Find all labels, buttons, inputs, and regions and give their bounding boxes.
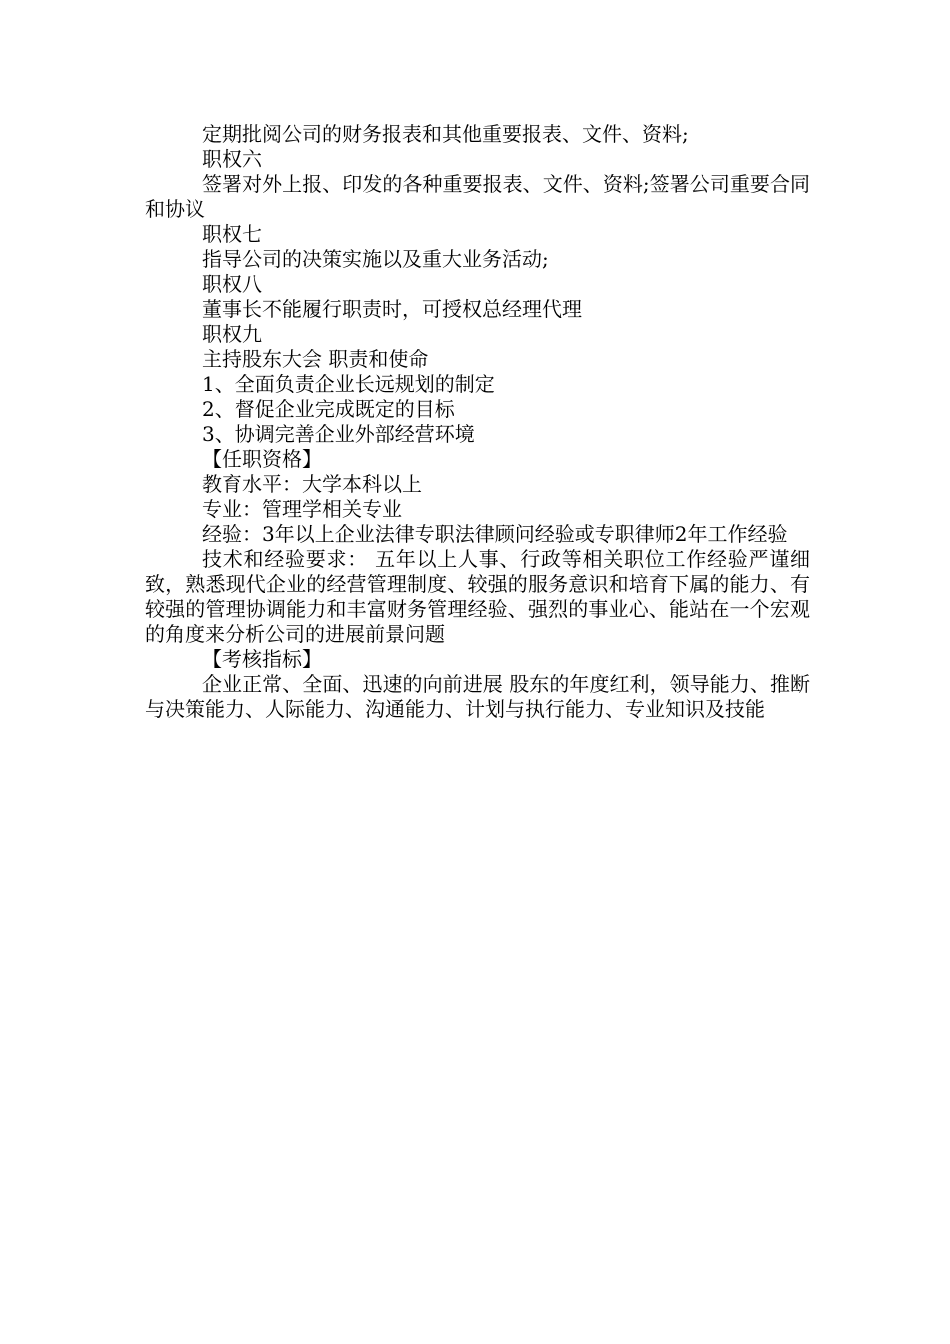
text-line: 指导公司的决策实施以及重大业务活动; — [202, 247, 549, 271]
text-line: 教育水平：大学本科以上 — [202, 472, 422, 496]
section-heading: 职权八 — [202, 272, 262, 296]
section-heading-assessment: 【考核指标】 — [202, 647, 322, 671]
list-item: 1、全面负责企业长远规划的制定 — [202, 372, 495, 396]
text-line: 定期批阅公司的财务报表和其他重要报表、文件、资料; — [202, 122, 689, 146]
text-line: 专业：管理学相关专业 — [202, 497, 402, 521]
section-heading: 职权六 — [202, 147, 262, 171]
section-heading-qualifications: 【任职资格】 — [202, 447, 322, 471]
paragraph: 签署对外上报、印发的各种重要报表、文件、资料;签署公司重要合同和协议 — [145, 172, 810, 221]
paragraph: 企业正常、全面、迅速的向前进展 股东的年度红利，领导能力、推断与决策能力、人际能力、沟通能力、计划与执行能力、专业知识及技能 — [145, 672, 810, 721]
section-heading: 职权九 — [202, 322, 262, 346]
paragraph: 技术和经验要求： 五年以上人事、行政等相关职位工作经验严谨细致，熟悉现代企业的经营管理制度、较强的服务意识和培育下属的能力、有较强的管理协调能力和丰富财务管理经验、强烈的事业心、能站在一个宏观的角度来分析公司的进展前景问题 — [145, 547, 810, 646]
text-line: 董事长不能履行职责时，可授权总经理代理 — [202, 297, 582, 321]
section-heading: 职权七 — [202, 222, 262, 246]
document-body — [145, 122, 810, 722]
list-item: 2、督促企业完成既定的目标 — [202, 397, 455, 421]
paragraph: 经验：3年以上企业法律专职法律顾问经验或专职律师2年工作经验 — [202, 522, 788, 546]
list-item: 3、协调完善企业外部经营环境 — [202, 422, 475, 446]
text-line: 主持股东大会 职责和使命 — [202, 347, 429, 371]
